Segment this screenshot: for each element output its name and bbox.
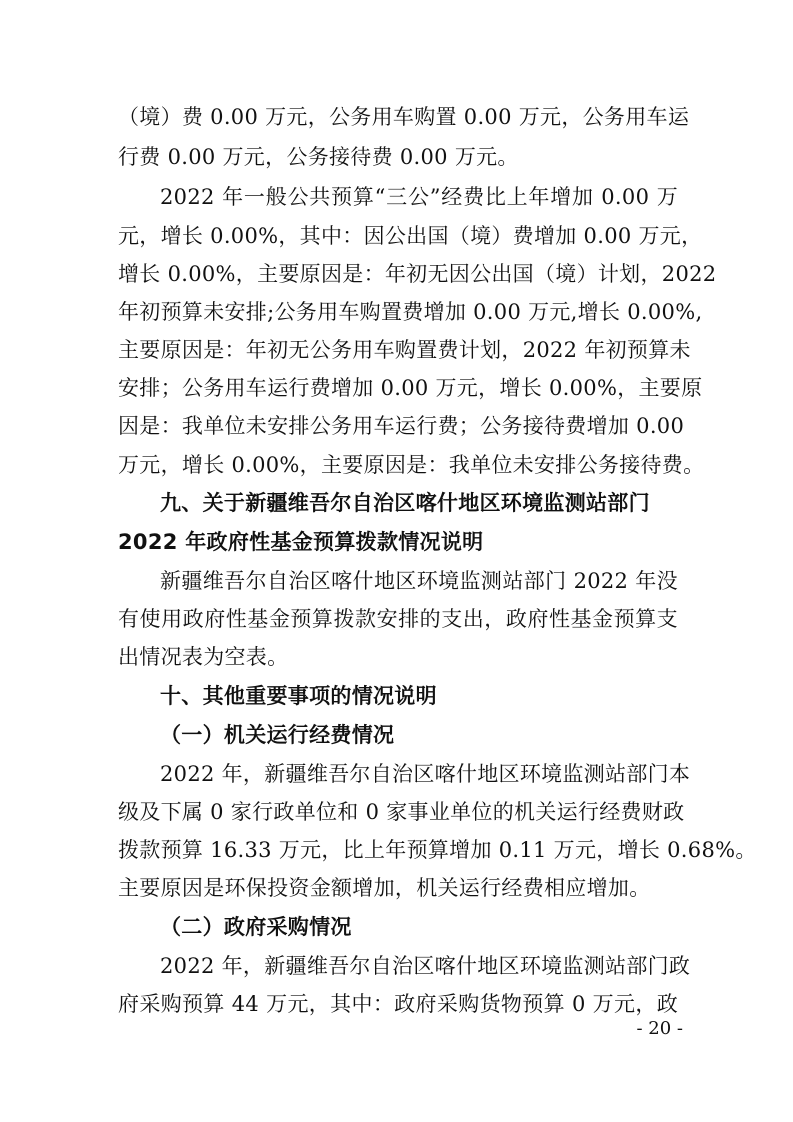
paragraph-line: 新疆维吾尔自治区喀什地区环境监测站部门 2022 年没 [160,569,678,593]
paragraph-line: 2022 年，新疆维吾尔自治区喀什地区环境监测站部门本 [160,762,691,786]
section-heading-nine: 九、关于新疆维吾尔自治区喀什地区环境监测站部门 [160,491,650,515]
paragraph-line: 行费 0.00 万元，公务接待费 0.00 万元。 [118,145,519,169]
paragraph-line: 2022 年一般公共预算“三公”经费比上年增加 0.00 万 [160,185,678,209]
paragraph-line: 元，增长 0.00%，其中：因公出国（境）费增加 0.00 万元， [118,224,703,248]
paragraph-line: （境）费 0.00 万元，公务用车购置 0.00 万元，公务用车运 [118,105,690,129]
paragraph-line: 2022 年，新疆维吾尔自治区喀什地区环境监测站部门政 [160,954,691,978]
section-heading-ten: 十、其他重要事项的情况说明 [160,684,437,708]
paragraph-line: 安排；公务用车运行费增加 0.00 万元，增长 0.00%，主要原 [118,376,703,400]
subsection-heading-procurement: （二）政府采购情况 [160,915,352,939]
paragraph-line: 增长 0.00%，主要原因是：年初无因公出国（境）计划，2022 [118,262,717,286]
paragraph-line: 年初预算未安排;公务用车购置费增加 0.00 万元,增长 0.00%, [118,300,703,324]
paragraph-line: 府采购预算 44 万元，其中：政府采购货物预算 0 万元，政 [118,992,678,1016]
paragraph-line: 万元，增长 0.00%，主要原因是：我单位未安排公务接待费。 [118,453,705,477]
paragraph-line: 拨款预算 16.33 万元，比上年预算增加 0.11 万元，增长 0.68%。 [118,838,757,862]
paragraph-line: 有使用政府性基金预算拨款安排的支出，政府性基金预算支 [118,607,678,631]
paragraph-line: 因是：我单位未安排公务用车运行费；公务接待费增加 0.00 [118,414,685,438]
paragraph-line: 出情况表为空表。 [118,645,289,669]
section-heading-nine-continued: 2022 年政府性基金预算拨款情况说明 [118,530,484,554]
paragraph-line: 主要原因是环保投资金额增加，机关运行经费相应增加。 [118,876,651,900]
paragraph-line: 主要原因是：年初无公务用车购置费计划，2022 年初预算未 [118,338,691,362]
paragraph-line: 级及下属 0 家行政单位和 0 家事业单位的机关运行经费财政 [118,800,685,824]
page-number: - 20 - [636,1018,683,1039]
subsection-heading-operating-costs: （一）机关运行经费情况 [160,723,395,747]
